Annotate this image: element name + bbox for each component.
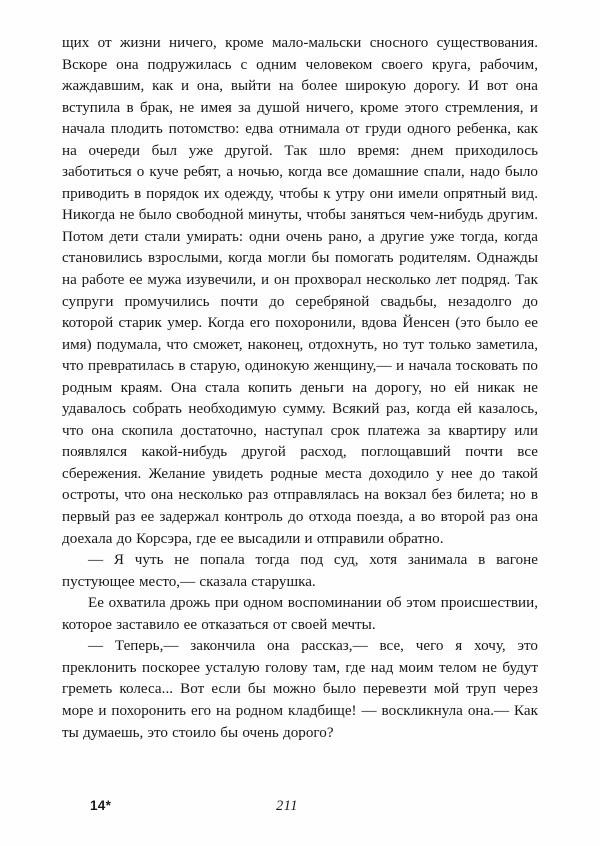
paragraph-4: — Теперь,— закончила она рассказ,— все, чего я хочу, это преклонить поскорее усталую голову там, где над моим телом не будут греметь колеса... Вот если бы можно было перевезти мой труп через море и похоронить его на родном кладбище! — воскликнула она.— Как ты думаешь, это стоило бы очень дорого? xyxy=(62,638,538,741)
signature-mark: 14* xyxy=(90,798,112,813)
paragraph-1: щих от жизни ничего, кроме мало-мальски сносного существования. Вскоре она подружилась с одним человеком своего круга, рабочим, жаждавшим, как и она, выйти на более широкую дорогу. И вот она вступила в брак, не имея за душой ничего, кроме этого стремления, и начала плодить потомство: едва отнимала от груди одного ребенка, как на очереди был уже другой. Так шло время: днем приходилось заботиться о куче ребят, а ночью, когда все домашние спали, надо было приводить в порядок их одежду, чтобы к утру они имели опрятный вид. Никогда не было свободной минуты, чтобы заняться чем-нибудь другим. Потом дети стали умирать: одни очень рано, а другие уже тогда, когда становились взрослыми, когда могли бы помогать родителям. Однажды на работе ее мужа изувечили, и он прохворал несколько лет подряд. Так супруги промучились почти до серебряной свадьбы, незадолго до которой старик умер. Когда его похоронили, вдова Йенсен (это было ее имя) подумала, что сможет, наконец, отдохнуть, но тут только заметила, что превратилась в старую, одинокую женщину,— и начала тосковать по родным краям. Она стала копить деньги на дорогу, но ей никак не удавалось собрать необходимую сумму. Всякий раз, когда ей казалось, что она скопила достаточно, наступал срок платежа за квартиру или появлялся какой-нибудь другой расход, поглощавший почти все сбережения. Желание увидеть родные места доходило у нее до такой остроты, что она несколько раз отправлялась на вокзал без билета; но в первый раз ее задержал контроль до отхода поезда, а во второй раз она доехала до Корсэра, где ее высадили и отправили обратно. xyxy=(62,35,538,547)
paragraph-3: Ее охватила дрожь при одном воспоминании об этом происшествии, которое заставило ее отказаться от своей мечты. xyxy=(62,595,538,633)
paragraph-2: — Я чуть не попала тогда под суд, хотя занимала в вагоне пустующее место,— сказала старушка. xyxy=(62,552,538,590)
page-number: 211 xyxy=(276,798,298,814)
page-footer xyxy=(62,798,538,820)
page-text-block xyxy=(62,33,538,744)
